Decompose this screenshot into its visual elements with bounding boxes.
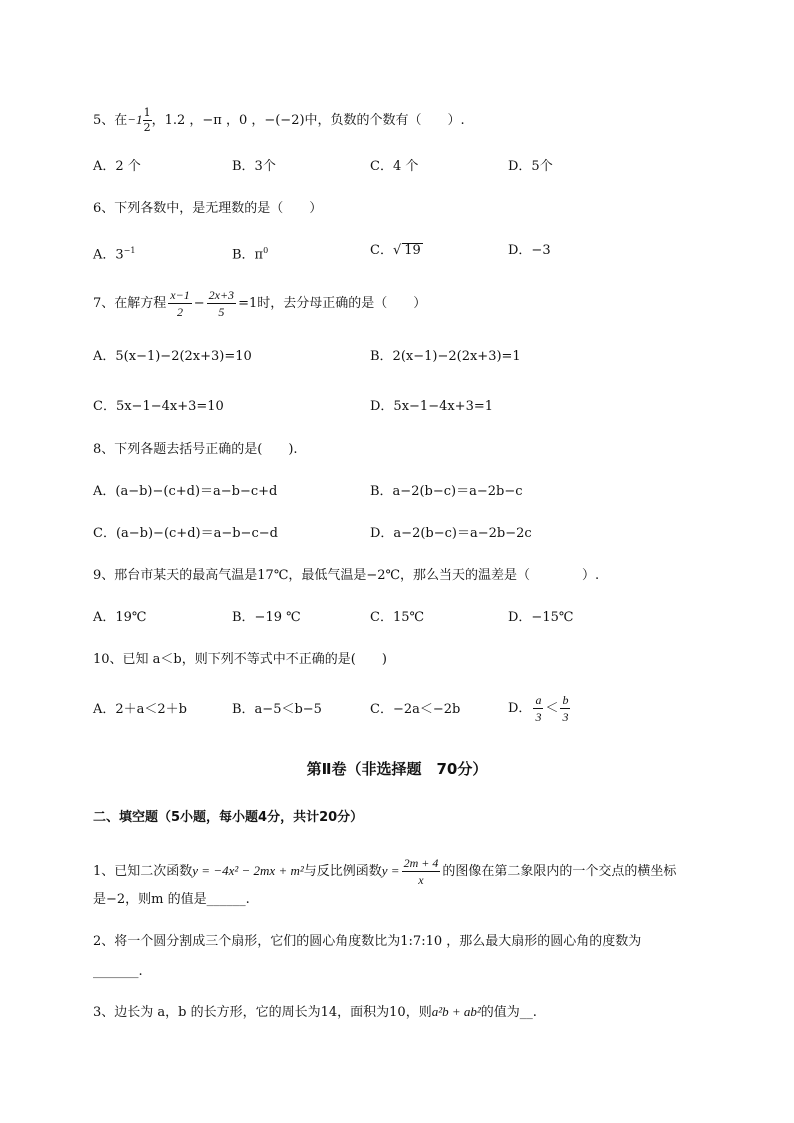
q9-option-d: D．−15℃ [508,610,574,625]
q5-option-d: D．5个 [508,159,553,174]
q7-option-d: D．5x−1−4x+3=1 [370,399,494,414]
q5-option-c: C．4 个 [370,159,419,174]
fill-question-2: 2、将一个圆分割成三个扇形，它们的圆心角度数比为1:7:10 ，那么最大扇形的圆心角的度数为 [93,934,642,949]
fill-question-2-line2: _______. [93,964,143,979]
q8-option-c: C．(a−b)−(c+d)＝a−b−c−d [93,526,278,541]
q5-option-a: A．2 个 [93,159,141,174]
q10-option-b: B．a−5＜b−5 [232,702,322,717]
q7-option-c: C．5x−1−4x+3=10 [93,399,224,414]
question-8-stem: 8、下列各题去括号正确的是( ). [93,442,298,457]
question-5-stem: 5、在−1 $\frac{1}{2}$ ，1.2 ，−π ，0 ，−(−2)中，负数的个数有（ ）. [93,106,465,134]
mixed-number: −1 $\frac{1}{2}$ [127,106,151,134]
q7-option-a: A．5(x−1)−2(2x+3)=10 [93,349,252,364]
question-10-stem: 10、已知 a＜b，则下列不等式中不正确的是( ) [93,652,387,667]
q8-option-a: A．(a−b)−(c+d)＝a−b−c+d [93,484,278,499]
q5-option-b: B．3个 [232,159,276,174]
q9-option-a: A．19℃ [93,610,147,625]
q7-option-b: B．2(x−1)−2(2x+3)=1 [370,349,521,364]
q10-option-d: D． $\frac{a}{3}$ ＜ $\frac{b}{3}$ [508,693,569,724]
fill-question-1-line2: 是−2，则m 的值是______. [93,892,250,907]
question-7-stem: 7、在解方程 $\frac{x-1}{2}$ − $\frac{2x+3}{5}$ =1时，去分母正确的是（ ） [93,288,427,319]
q10-option-c: C．−2a＜−2b [370,702,461,717]
q6-option-c: C．√ 19 [370,243,421,258]
q9-option-b: B．−19 ℃ [232,610,301,625]
q6-option-a: A．$3^{-1}$ [93,246,136,263]
q10-option-a: A．2＋a＜2＋b [93,702,188,717]
q8-option-b: B．a−2(b−c)＝a−2b−c [370,484,523,499]
q9-option-c: C．15℃ [370,610,425,625]
part-title: 二、填空题（5小题，每小题4分，共计20分） [93,810,364,825]
question-9-stem: 9、邢台市某天的最高气温是17℃，最低气温是−2℃，那么当天的温差是（ ）. [93,568,600,583]
question-6-stem: 6、下列各数中，是无理数的是（ ） [93,201,323,216]
fill-question-1: 1、已知二次函数y = −4x² − 2mx + m²与反比例函数y = $\frac{2m + 4}{x}$ 的图像在第二象限内的一个交点的横坐标 [93,856,677,887]
section-title: 第Ⅱ卷（非选择题 70分） [306,760,488,778]
q8-option-d: D．a−2(b−c)＝a−2b−2c [370,526,532,541]
q6-option-d: D．−3 [508,243,551,258]
q6-option-b: B．$\pi^0$ [232,246,269,263]
fill-question-3: 3、边长为 a，b 的长方形，它的周长为14，面积为10，则a²b + ab²的值为__. [93,1004,537,1020]
